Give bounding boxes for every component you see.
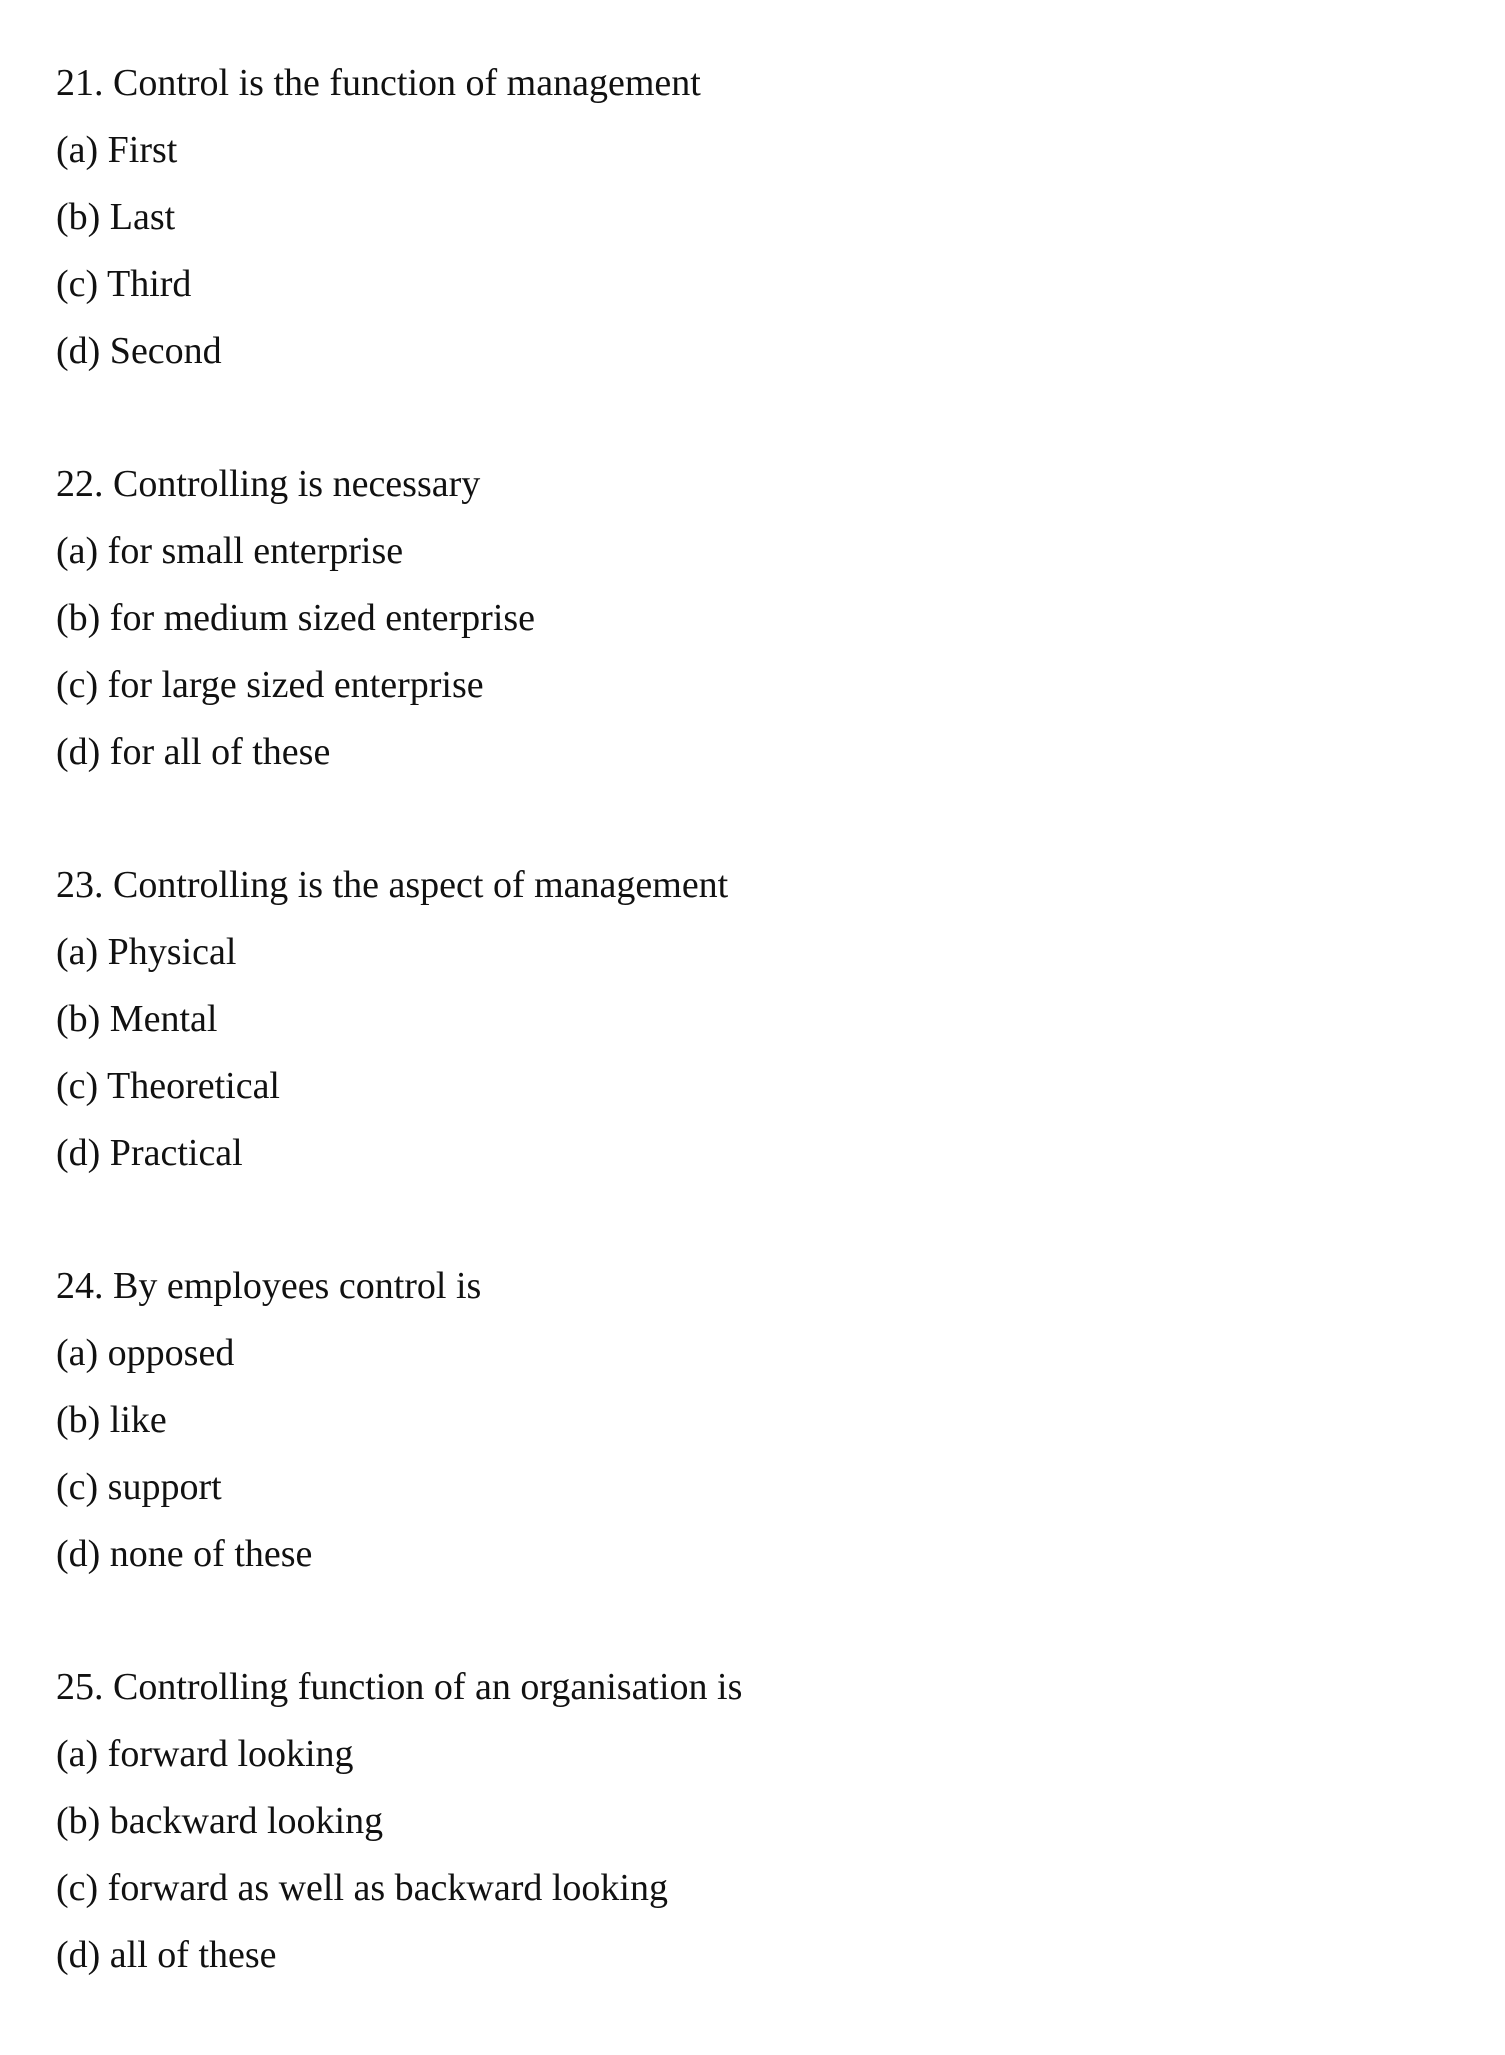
question-23 [56,852,1456,1187]
option-a: (a) First [56,129,178,171]
option-b: (b) Mental [56,998,218,1040]
option-c: (c) forward as well as backward looking [56,1867,668,1909]
option-d: (d) Second [56,330,222,372]
question-sheet [56,50,1456,2055]
option-b: (b) Last [56,196,176,238]
question-text: 21. Control is the function of management [56,62,701,104]
question-text: 24. By employees control is [56,1265,482,1307]
question-21 [56,50,1456,385]
question-22 [56,451,1456,786]
option-d: (d) for all of these [56,731,331,773]
option-c: (c) support [56,1466,222,1508]
option-c: (c) Third [56,263,192,305]
option-c: (c) Theoretical [56,1065,280,1107]
option-d: (d) all of these [56,1934,277,1976]
question-24 [56,1253,1456,1588]
option-b: (b) like [56,1399,167,1441]
question-text: 25. Controlling function of an organisation is [56,1666,743,1708]
option-b: (b) for medium sized enterprise [56,597,536,639]
option-d: (d) none of these [56,1533,313,1575]
question-25 [56,1654,1456,1989]
option-a: (a) for small enterprise [56,530,404,572]
option-a: (a) opposed [56,1332,235,1374]
option-a: (a) Physical [56,931,237,973]
question-text: 22. Controlling is necessary [56,463,481,505]
question-text: 23. Controlling is the aspect of management [56,864,729,906]
option-a: (a) forward looking [56,1733,354,1775]
option-d: (d) Practical [56,1132,243,1174]
option-c: (c) for large sized enterprise [56,664,484,706]
option-b: (b) backward looking [56,1800,384,1842]
